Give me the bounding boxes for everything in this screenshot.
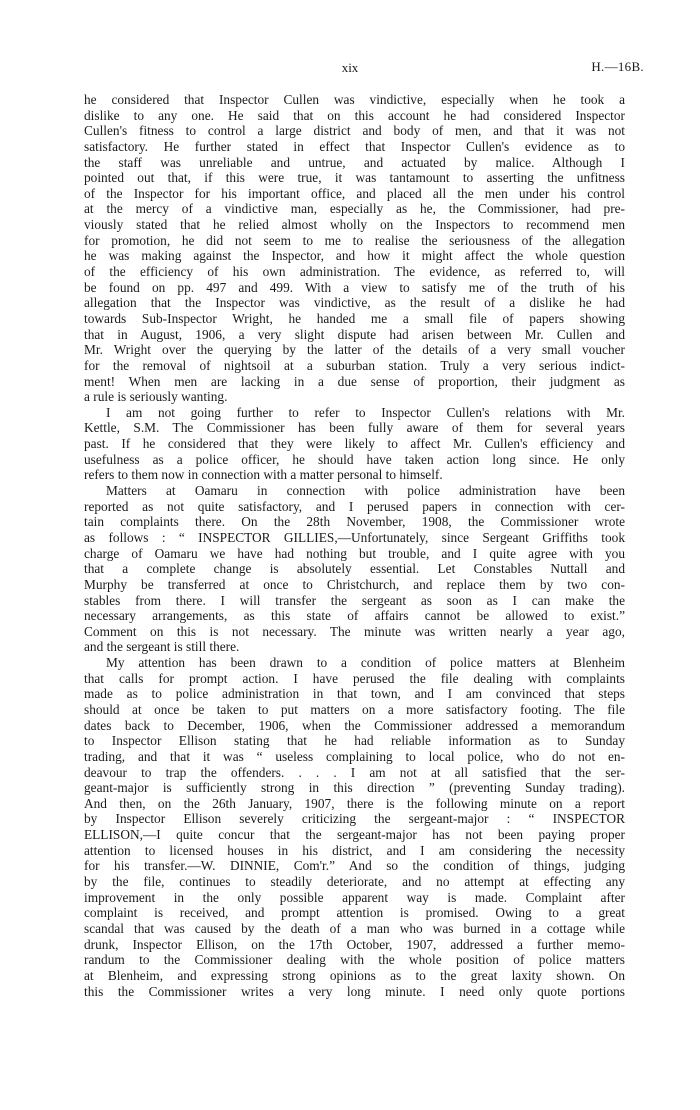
body-text [84,92,625,999]
text-line: satisfactory. He further stated in effect that Inspector Cullen's evidence as to [84,138,625,154]
text-line: pointed out that, if this were true, it was tantamount to asserting the unfitness [84,170,625,186]
text-line: and the sergeant is still there. [84,639,240,655]
text-line: should at once be taken to put matters on a more satisfactory footing. The file [84,701,625,717]
text-line: for the removal of nightsoil at a suburban station. Truly a very serious indict- [84,357,625,373]
text-line: that a complete change is absolutely essential. Let Constables Nuttall and [84,561,625,577]
text-line: to Inspector Ellison stating that he had reliable information as to Sunday [84,733,625,749]
text-line: Mr. Wright over the querying by the latter of the details of a very small voucher [84,342,625,358]
text-line: this the Commissioner writes a very long minute. I need only quote portions [84,983,625,999]
text-line: charge of Oamaru we have had nothing but trouble, and I quite agree with you [84,545,625,561]
text-line: by the file, continues to steadily deteriorate, and no attempt at effecting any [84,874,625,890]
paragraph-start-line: I am not going further to refer to Inspector Cullen's relations with Mr. [106,404,625,420]
text-line: dates back to December, 1906, when the Commissioner addressed a memorandum [84,717,625,733]
text-line: be found on pp. 497 and 499. With a view to satisfy me of the truth of his [84,279,625,295]
page-number: xix [341,60,359,75]
text-line: towards Sub-Inspector Wright, he handed me a small file of papers showing [84,310,625,326]
text-line: viously stated that he relied almost wholly on the Inspectors to recommend men [84,217,625,233]
text-line: complaint is received, and prompt attention is promised. Owing to a great [84,905,625,921]
text-line: that in August, 1906, a very slight dispute had arisen between Mr. Cullen and [84,326,625,342]
text-line: he was making against the Inspector, and how it might affect the whole question [84,248,625,264]
text-line: usefulness as a police officer, he should have taken action long since. He only [84,451,625,467]
text-line: ELLISON,—I quite concur that the sergeant-major has not been paying proper [84,827,625,843]
text-line: geant-major is sufficiently strong in this direction ” (preventing Sunday trading). [84,780,625,796]
paragraph-start-line: My attention has been drawn to a condition of police matters at Blenheim [106,655,625,671]
text-line: reported as not quite satisfactory, and I perused papers in connection with cer- [84,498,625,514]
text-line: past. If he considered that they were likely to affect Mr. Cullen's efficiency and [84,436,625,452]
text-line: at Blenheim, and expressing strong opinions as to the great laxity shown. On [84,967,625,983]
text-line: the staff was unreliable and untrue, and actuated by malice. Although I [84,154,625,170]
text-line: by Inspector Ellison severely criticizing the sergeant-major : “ INSPECTOR [84,811,625,827]
text-line: for his transfer.—W. DINNIE, Com'r.” And so the condition of things, judging [84,858,625,874]
text-line: allegation that the Inspector was vindictive, as the result of a dislike he had [84,295,625,311]
document-reference: H.—16B. [591,59,644,74]
text-line: he considered that Inspector Cullen was vindictive, especially when he took a [84,92,625,107]
text-line: of the efficiency of his own administration. The evidence, as referred to, will [84,264,625,280]
text-line: made as to police administration in that town, and I am convinced that steps [84,686,625,702]
text-line: dislike to any one. He said that on this account he had considered Inspector [84,107,625,123]
text-line: stables from there. I will transfer the sergeant as soon as I can make the [84,592,625,608]
text-line: randum to the Commissioner dealing with the whole position of police matters [84,952,625,968]
text-line: attention to licensed houses in his district, and I am considering the necessity [84,842,625,858]
text-line: scandal that was caused by the death of a man who was burned in a cottage while [84,920,625,936]
text-line: for promotion, he did not seem to me to realise the seriousness of the allegation [84,232,625,248]
text-line: tain complaints there. On the 28th November, 1908, the Commissioner wrote [84,514,625,530]
text-line: at the mercy of a vindictive man, especially as he, the Commissioner, had pre- [84,201,625,217]
text-line: necessary arrangements, as this state of affairs cannot be allowed to exist.” [84,608,625,624]
text-line: Murphy be transferred at once to Christchurch, and replace them by two con- [84,576,625,592]
text-line: that calls for prompt action. I have perused the file dealing with complaints [84,670,625,686]
text-line: And then, on the 26th January, 1907, there is the following minute on a report [84,795,625,811]
text-line: Cullen's fitness to control a large district and body of men, and that it was not [84,123,625,139]
text-line: deavour to trap the offenders. . . . I am not at all satisfied that the ser- [84,764,625,780]
text-line: of the Inspector for his important office, and placed all the men under his control [84,185,625,201]
paragraph-start-line: Matters at Oamaru in connection with police administration have been [106,483,625,499]
text-line: a rule is seriously wanting. [84,389,228,405]
text-line: improvement in the only possible apparent way is made. Complaint after [84,889,625,905]
text-line: Comment on this is not necessary. The minute was written nearly a year ago, [84,623,625,639]
text-line: ment! When men are lacking in a due sense of proportion, their judgment as [84,373,625,389]
text-line: as follows : “ INSPECTOR GILLIES,—Unfortunately, since Sergeant Griffiths took [84,529,625,545]
text-line: refers to them now in connection with a matter personal to himself. [84,467,443,483]
text-line: trading, and that it was “ useless complaining to local police, who do not en- [84,748,625,764]
text-line: drunk, Inspector Ellison, on the 17th October, 1907, addressed a further memo- [84,936,625,952]
text-line: Kettle, S.M. The Commissioner has been fully aware of them for several years [84,420,625,436]
